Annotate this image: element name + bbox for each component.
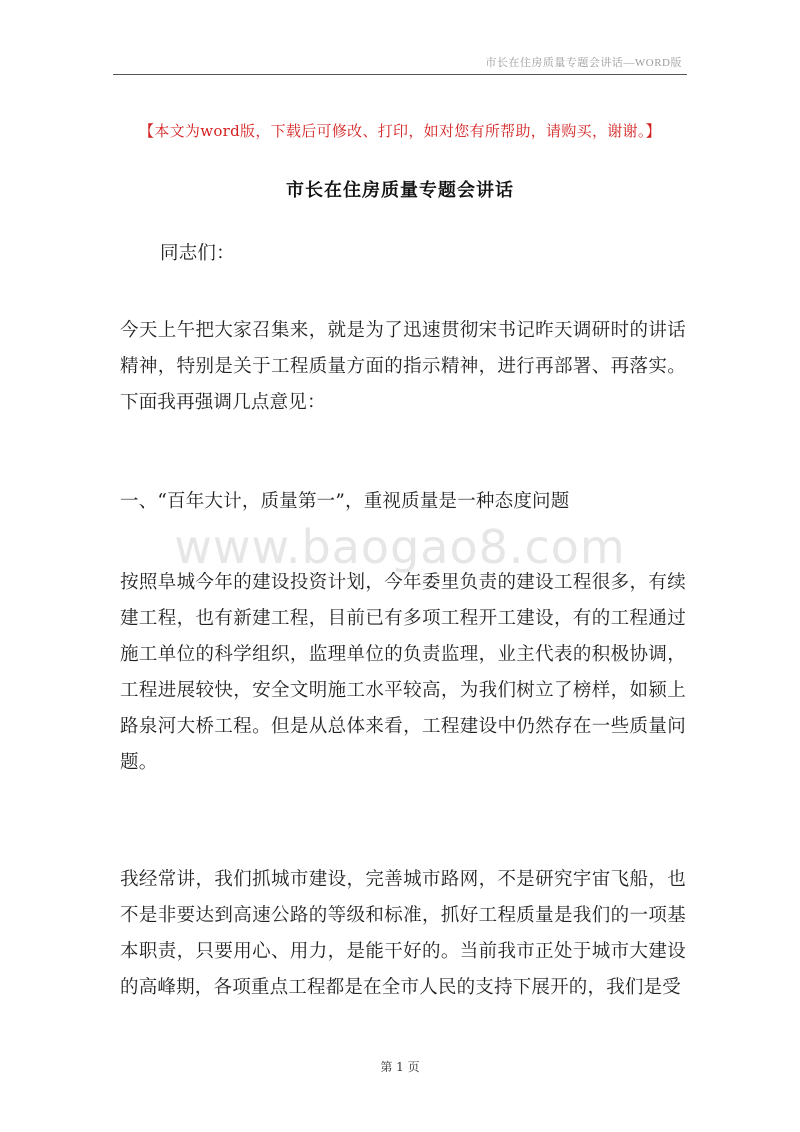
purchase-notice: 【本文为word版，下载后可修改、打印，如对您有所帮助，请购买，谢谢。】 bbox=[139, 122, 661, 140]
header-divider bbox=[113, 74, 687, 75]
paragraph-intro: 今天上午把大家召集来，就是为了迅速贯彻宋书记昨天调研时的讲话精神，特别是关于工程质量方面的指示精神，进行再部署、再落实。下面我再强调几点意见： bbox=[120, 320, 686, 413]
section-heading-1: 一、“百年大计，质量第一”，重视质量是一种态度问题 bbox=[120, 491, 570, 512]
page-number: 第 1 页 bbox=[380, 1060, 420, 1074]
greeting: 同志们： bbox=[160, 243, 235, 264]
watermark: www.baogao8.com bbox=[174, 520, 626, 574]
document-title: 市长在住房质量专题会讲话 bbox=[286, 180, 514, 201]
running-header: 市长在住房质量专题会讲话—WORD版 bbox=[485, 57, 682, 69]
paragraph-construction-status: 按照阜城今年的建设投资计划，今年委里负责的建设工程很多，有续建工程，也有新建工程，目前已有多项工程开工建设，有的工程通过施工单位的科学组织，监理单位的负责监理，业主代表的积极协调，工程进展较快，安全文明施工水平较高，为我们树立了榜样，如颍上路泉河大桥工程。但是从总体来看，工程建设中仍然存在一些质量问题。 bbox=[120, 572, 686, 773]
paragraph-duty: 我经常讲，我们抓城市建设，完善城市路网，不是研究宇宙飞船，也不是非要达到高速公路的等级和标准，抓好工程质量是我们的一项基本职责，只要用心、用力，是能干好的。当前我市正处于城市大建设的高峰期，各项重点工程都是在全市人民的支持下展开的，我们是受 bbox=[120, 869, 686, 998]
